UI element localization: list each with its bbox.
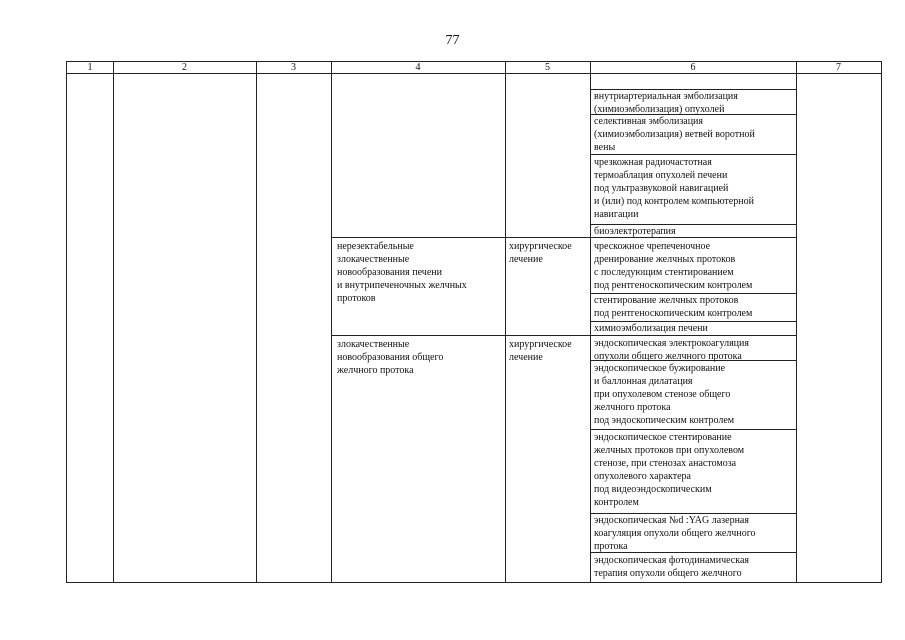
method-cell: внутриартериальная эмболизация (химиоэмболизация) опухолей [594, 91, 738, 115]
method-cell: эндоскопическая электрокоагуляция опухоли общего желчного протока [594, 338, 749, 362]
method-cell: чрезкожная радиочастотная термоаблация опухолей печени под ультразвуковой навигацией и (или) под контролем компьютерной навигации [594, 157, 754, 220]
column-divider [256, 62, 257, 582]
treatment-cell: хирургическое лечение [509, 339, 572, 363]
column-divider [590, 62, 591, 582]
row-separator [590, 429, 796, 430]
medical-procedures-table [66, 61, 882, 583]
method-cell: эндоскопическая фотодинамическая терапия опухоли общего желчного [594, 555, 749, 579]
diagnosis-cell: нерезектабельные злокачественные новообразования печени и внутрипеченочных желчных протоков [337, 241, 467, 304]
column-header-6: 6 [590, 62, 796, 74]
method-cell: стентирование желчных протоков под рентгеноскопическим контролем [594, 295, 753, 319]
method-cell: эндоскопическая №d :YAG лазерная коагуляция опухоли общего желчного протока [594, 515, 756, 552]
method-cell: селективная эмболизация (химиоэмболизация) ветвей воротной вены [594, 116, 755, 153]
treatment-cell: хирургическое лечение [509, 241, 572, 265]
method-cell: эндоскопическое стентирование желчных протоков при опухолевом стенозе, при стенозах анастомоза опухолевого характера под видеоэндоскопическим контролем [594, 432, 745, 508]
column-header-2: 2 [113, 62, 256, 74]
column-header-3: 3 [256, 62, 331, 74]
column-divider [113, 62, 114, 582]
method-cell: биоэлектротерапия [594, 226, 676, 237]
method-cell: эндоскопическое бужирование и баллонная дилатация при опухолевом стенозе общего желчного протока под эндоскопическим контролем [594, 363, 735, 426]
column-header-7: 7 [796, 62, 881, 74]
diagnosis-cell: злокачественные новообразования общего желчного протока [337, 339, 444, 376]
method-cell: чрескожное чрепеченочное дренирование желчных протоков с последующим стентированием под рентгеноскопическим контролем [594, 241, 753, 291]
page-number: 77 [445, 33, 460, 48]
column-divider [505, 62, 506, 582]
method-cell: химиоэмболизация печени [594, 323, 708, 334]
row-separator [590, 154, 796, 155]
row-separator [331, 335, 796, 336]
column-divider [331, 62, 332, 582]
column-header-5: 5 [505, 62, 590, 74]
column-header-1: 1 [67, 62, 113, 74]
column-header-4: 4 [331, 62, 505, 74]
